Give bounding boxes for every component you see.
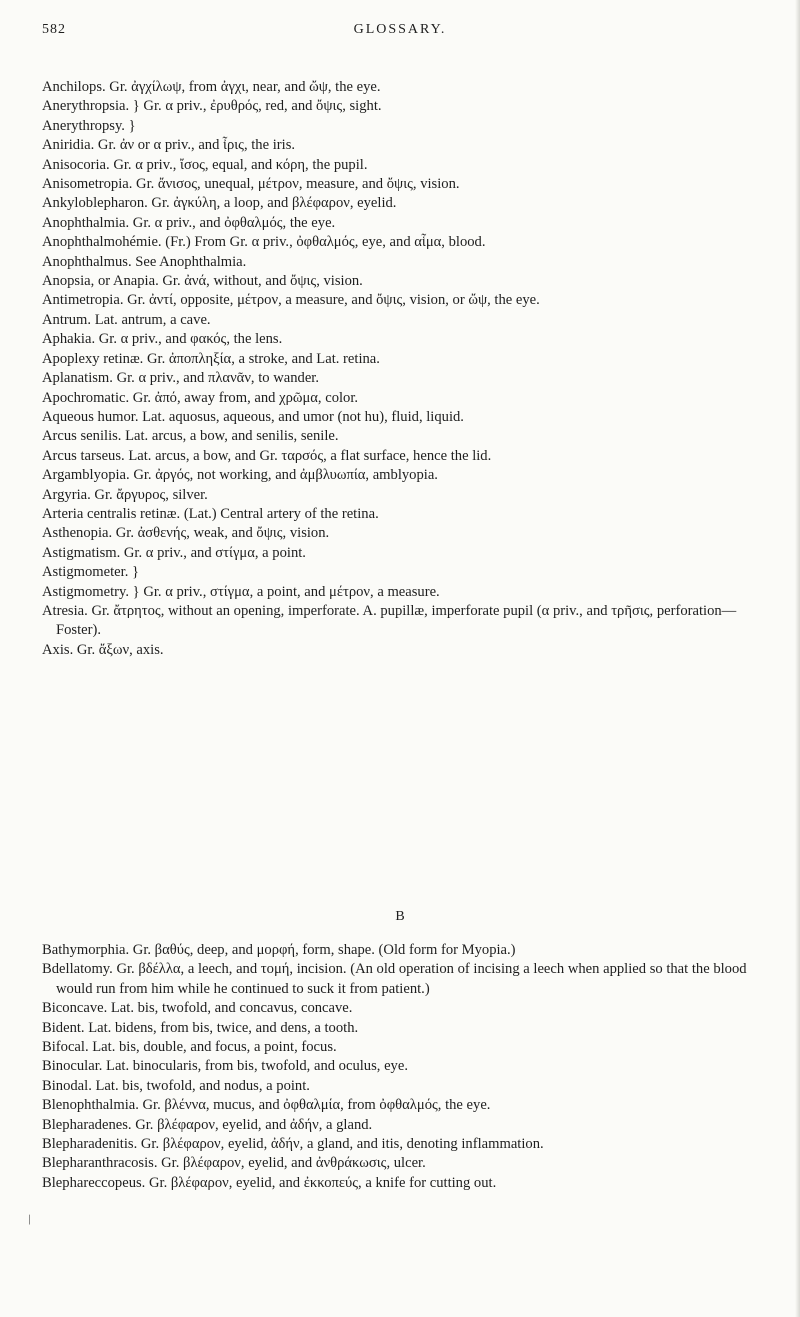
glossary-entry: Argamblyopia. Gr. ἀργός, not working, and ἀμβλυωπία, amblyopia. bbox=[42, 467, 438, 484]
running-head: GLOSSARY. bbox=[353, 22, 447, 37]
glossary-entry: Apoplexy retinæ. Gr. ἀποπληξία, a stroke, and Lat. retina. bbox=[42, 350, 380, 367]
glossary-entry: Arcus senilis. Lat. arcus, a bow, and senilis, senile. bbox=[42, 428, 339, 445]
glossary-entry: Aphakia. Gr. α priv., and φακός, the lens. bbox=[42, 331, 283, 348]
glossary-entry: Binocular. Lat. binocularis, from bis, twofold, and oculus, eye. bbox=[42, 1058, 408, 1075]
glossary-entry: Atresia. Gr. ἄτρητος, without an opening, imperforate. A. pupillæ, imperforate pupil (α priv., and τρῆσις, perforation—Foster). bbox=[42, 602, 737, 639]
glossary-entry: Anophthalmohémie. (Fr.) From Gr. α priv., ὀφθαλμός, eye, and αἷμα, blood. bbox=[42, 234, 486, 251]
glossary-entry: Anophthalmia. Gr. α priv., and ὀφθαλμός, the eye. bbox=[42, 214, 336, 231]
glossary-section-a bbox=[42, 78, 762, 660]
glossary-entry: Anophthalmus. See Anophthalmia. bbox=[42, 253, 247, 270]
glossary-entry: Bathymorphia. Gr. βαθύς, deep, and μορφή, form, shape. (Old form for Myopia.) bbox=[42, 942, 516, 958]
page-number: 582 bbox=[42, 22, 66, 37]
margin-pencil-mark: / bbox=[25, 1212, 35, 1229]
glossary-entry: Aniridia. Gr. ἀν or α priv., and ἶρις, the iris. bbox=[42, 137, 296, 154]
glossary-entry: Anopsia, or Anapia. Gr. ἀνά, without, and ὄψις, vision. bbox=[42, 273, 363, 290]
page-header bbox=[42, 22, 758, 44]
glossary-entry: Blephareccopeus. Gr. βλέφαρον, eyelid, and ἐκκοπεύς, a knife for cutting out. bbox=[42, 1174, 497, 1191]
glossary-entry: Aqueous humor. Lat. aquosus, aqueous, and umor (not hu), fluid, liquid. bbox=[42, 408, 464, 425]
glossary-entry: Astigmometer. } bbox=[42, 564, 139, 581]
glossary-entry: Blenophthalmia. Gr. βλέννα, mucus, and ὀφθαλμία, from ὀφθαλμός, the eye. bbox=[42, 1097, 491, 1114]
glossary-entry: Anerythropsia. } Gr. α priv., ἐρυθρός, red, and ὄψις, sight. bbox=[42, 98, 382, 115]
glossary-entry: Astigmatism. Gr. α priv., and στίγμα, a point. bbox=[42, 544, 306, 561]
glossary-entry: Ankyloblepharon. Gr. ἀγκύλη, a loop, and βλέφαρον, eyelid. bbox=[42, 195, 397, 212]
glossary-entry: Antimetropia. Gr. ἀντί, opposite, μέτρον, a measure, and ὄψις, vision, or ὤψ, the eye. bbox=[42, 292, 540, 309]
glossary-entry: Anisocoria. Gr. α priv., ἴσος, equal, and κόρη, the pupil. bbox=[42, 156, 368, 173]
glossary-entry: Bident. Lat. bidens, from bis, twice, and dens, a tooth. bbox=[42, 1019, 359, 1036]
glossary-entry: Blepharadenes. Gr. βλέφαρον, eyelid, and ἀδήν, a gland. bbox=[42, 1116, 373, 1133]
glossary-entry: Blepharadenitis. Gr. βλέφαρον, eyelid, ἀδήν, a gland, and itis, denoting inflammation. bbox=[42, 1136, 544, 1153]
glossary-entry: Anchilops. Gr. ἀγχίλωψ, from ἀγχι, near, and ὤψ, the eye. bbox=[42, 79, 381, 95]
glossary-entry: Apochromatic. Gr. ἀπό, away from, and χρῶμα, color. bbox=[42, 389, 359, 406]
glossary-entry: Biconcave. Lat. bis, twofold, and concavus, concave. bbox=[42, 1000, 353, 1017]
glossary-entry: Arcus tarseus. Lat. arcus, a bow, and Gr. ταρσός, a flat surface, hence the lid. bbox=[42, 447, 492, 464]
glossary-entry: Aplanatism. Gr. α priv., and πλανᾶν, to wander. bbox=[42, 370, 320, 387]
glossary-entry: Anerythropsy. } bbox=[42, 117, 136, 134]
section-letter-b: B bbox=[395, 909, 405, 924]
glossary-entry: Axis. Gr. ἄξων, axis. bbox=[42, 641, 164, 658]
glossary-entry: Arteria centralis retinæ. (Lat.) Central artery of the retina. bbox=[42, 505, 379, 522]
scan-edge-shadow bbox=[795, 0, 800, 1317]
glossary-entry: Bdellatomy. Gr. βδέλλα, a leech, and τομή, incision. (An old operation of incising a leech when applied so that the blood would run from him while he continued to suck it from patient.) bbox=[42, 961, 747, 997]
glossary-section-b bbox=[42, 941, 762, 1193]
glossary-entry: Anisometropia. Gr. ἄνισος, unequal, μέτρον, measure, and ὄψις, vision. bbox=[42, 176, 460, 193]
glossary-entry: Astigmometry. } Gr. α priv., στίγμα, a point, and μέτρον, a measure. bbox=[42, 583, 440, 600]
glossary-entry: Argyria. Gr. ἄργυρος, silver. bbox=[42, 486, 208, 503]
glossary-entry: Binodal. Lat. bis, twofold, and nodus, a point. bbox=[42, 1077, 310, 1094]
glossary-entry: Blepharanthracosis. Gr. βλέφαρον, eyelid, and ἀνθράκωσις, ulcer. bbox=[42, 1155, 426, 1172]
glossary-entry: Antrum. Lat. antrum, a cave. bbox=[42, 311, 211, 328]
glossary-entry: Bifocal. Lat. bis, double, and focus, a point, focus. bbox=[42, 1039, 337, 1056]
glossary-entry: Asthenopia. Gr. ἀσθενής, weak, and ὄψις, vision. bbox=[42, 525, 330, 542]
